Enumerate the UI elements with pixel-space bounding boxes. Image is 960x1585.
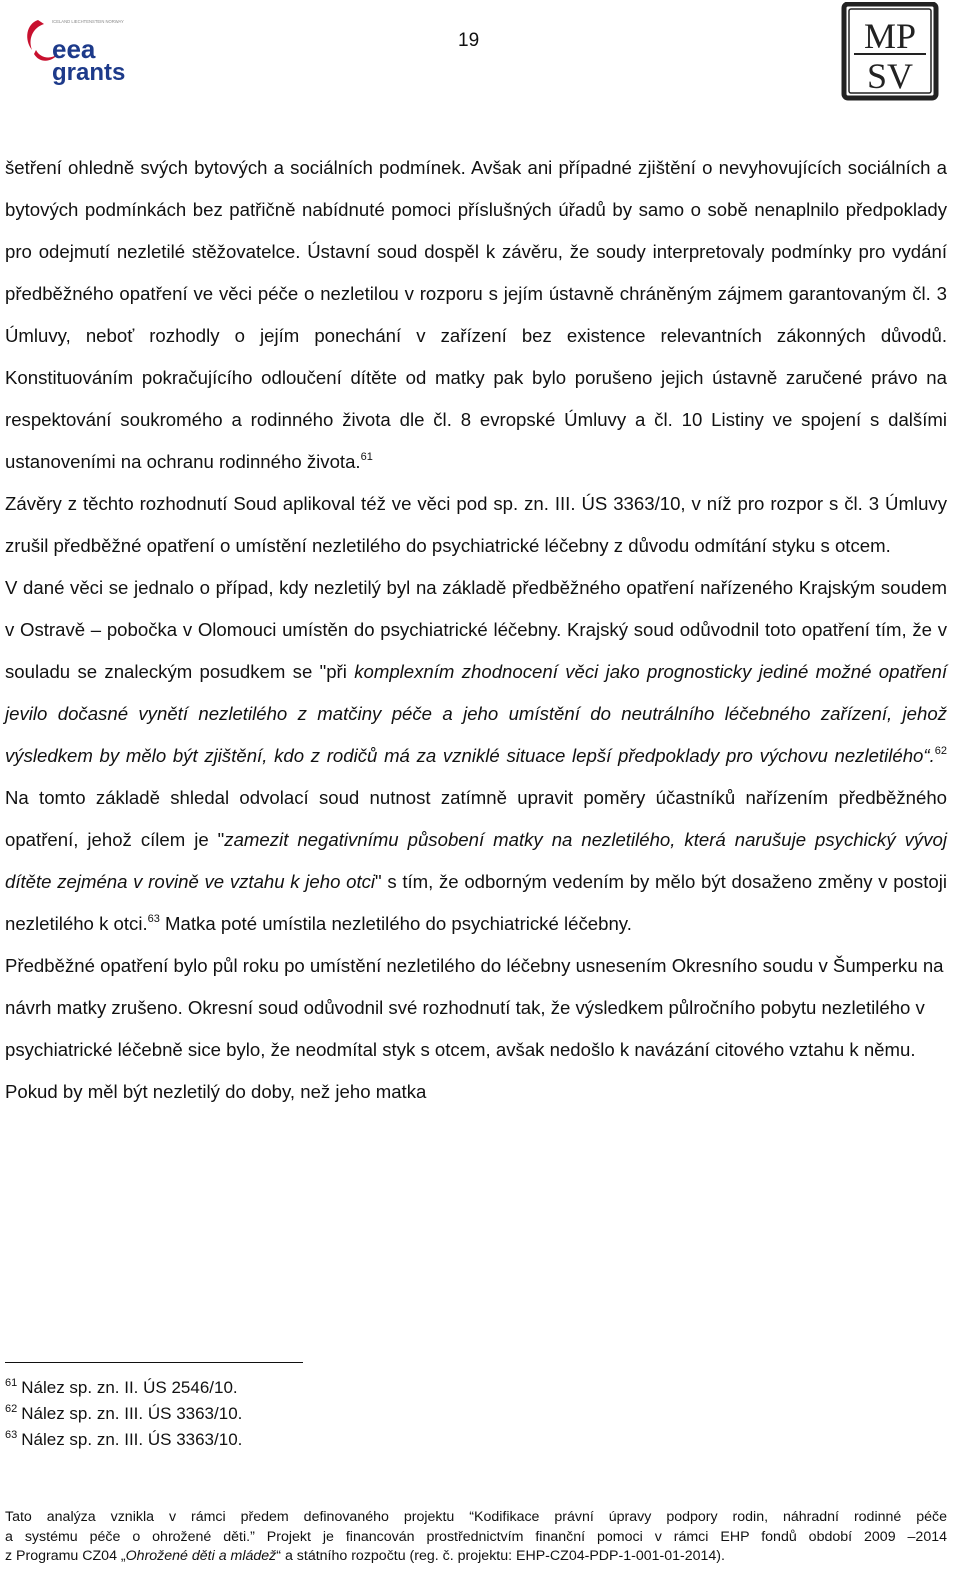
italic-quote: komplexním zhodnocení věci jako prognosticky jediné možné opatření jevilo dočasné vynětí nezletilého z matčiny péče a jeho umístění do neutrálního léčebného zařízení, jehož výsledkem by mělo být zjištění, kdo z rodičů má za vzniklé situace lepší předpoklady pro výchovu nezletilého“. bbox=[5, 661, 947, 766]
text-run: Závěry z těchto rozhodnutí Soud aplikoval též ve věci pod sp. zn. III. ÚS 3363/10, v níž pro rozpor s čl. 3 Úmluvy zrušil předběžné opatření o umístění nezletilého do psychiatrické léčebny z důvodu odmítání styku s otcem. bbox=[5, 493, 947, 556]
page-number: 19 bbox=[458, 30, 480, 51]
page-footer bbox=[5, 1508, 947, 1567]
paragraph bbox=[5, 483, 947, 567]
italic-quote: zamezit negativnímu působení matky na nezletilého, která narušuje psychický vývoj dítěte zejména v rovině ve vztahu k jeho otci bbox=[5, 829, 947, 892]
svg-text:grants: grants bbox=[52, 59, 126, 86]
footer-line-3-start: z Programu CZ04 „ bbox=[5, 1548, 126, 1564]
svg-text:SV: SV bbox=[866, 56, 914, 96]
footnote-61 bbox=[5, 1375, 242, 1401]
logo-small-text: ICELAND LIECHTENSTEIN NORWAY bbox=[52, 19, 124, 24]
mpsv-logo bbox=[840, 2, 940, 102]
footer-line-3 bbox=[5, 1547, 947, 1567]
footnote-number: 61 bbox=[5, 1377, 18, 1389]
footnote-text: Nález sp. zn. III. ÚS 3363/10. bbox=[21, 1404, 243, 1423]
paragraph bbox=[5, 945, 947, 1113]
footnote-number: 63 bbox=[5, 1429, 18, 1441]
paragraph bbox=[5, 567, 947, 945]
footer-line-2: a systému péče o ohrožené děti.” Projekt je financován prostřednictvím finanční pomoci v rámci EHP fondů období 2009 –2014 bbox=[5, 1528, 947, 1545]
footnote-ref: 62 bbox=[934, 745, 947, 757]
text-run: " s tím, že odborným vedením by mělo být dosaženo změny v postoji nezletilého k otci. bbox=[5, 871, 948, 934]
text-run: šetření ohledně svých bytových a sociálních podmínek. Avšak ani případné zjištění o nevyhovujících sociálních a bytových podmínkách bez patřičně nabídnuté pomoci příslušných úřadů by samo o sobě nenaplnilo předpoklady pro odejmutí nezletilé stěžovatelce. Ústavní soud dospěl k závěru, že soudy interpretovaly podmínky pro vydání předběžného opatření ve věci péče o nezletilou v rozporu s jejím ústavně chráněným zájmem garantovaným čl. 3 Úmluvy, neboť rozhodly o jejím ponechání v zařízení bez existence relevantních zákonných důvodů. Konstituováním pokračujícího odloučení dítěte od matky pak bylo porušeno jejich ústavně zaručené právo na respektování soukromého a rodinného života dle čl. 8 evropské Úmluvy a čl. 10 Listiny ve spojení s dalšími ustanoveními na ochranu rodinného života. bbox=[5, 157, 947, 472]
footnote-ref: 63 bbox=[147, 913, 160, 925]
svg-text:MP: MP bbox=[863, 16, 917, 56]
footnote-text: Nález sp. zn. III. ÚS 3363/10. bbox=[21, 1430, 243, 1449]
footnotes bbox=[5, 1375, 242, 1453]
footnote-separator bbox=[5, 1362, 303, 1363]
text-run: Předběžné opatření bylo půl roku po umístění nezletilého do léčebny usnesením Okresního soudu v Šumperku na návrh matky zrušeno. Okresní soud odůvodnil své rozhodnutí tak, že výsledkem půlročního pobytu nezletilého v psychiatrické léčebně sice bylo, že neodmítal styk s otcem, avšak nedošlo k navázání citového vztahu k němu. Pokud by měl být nezletilý do doby, než jeho matka bbox=[5, 955, 944, 1102]
footnote-number: 62 bbox=[5, 1403, 18, 1415]
footnote-ref: 61 bbox=[360, 451, 373, 463]
footer-line-3-end: “ a státního rozpočtu (reg. č. projektu: EHP-CZ04-PDP-1-001-01-2014). bbox=[276, 1548, 725, 1564]
svg-text:eea: eea bbox=[52, 34, 96, 64]
body-text bbox=[5, 147, 947, 1113]
text-run: V dané věci se jednalo o případ, kdy nezletilý byl na základě předběžného opatření nařízeného Krajským soudem v Ostravě – pobočka v Olomouci umístěn do psychiatrické léčebny. Krajský soud odůvodnil toto opatření tím, že v souladu se znaleckým posudkem se "při bbox=[5, 577, 947, 682]
footer-line-1: Tato analýza vznikla v rámci předem definovaného projektu “Kodifikace právní úpravy podpory rodin, náhradní rodinné péče bbox=[5, 1509, 947, 1525]
footnote-text: Nález sp. zn. II. ÚS 2546/10. bbox=[21, 1378, 238, 1397]
paragraph bbox=[5, 147, 947, 483]
text-run: Matka poté umístila nezletilého do psychiatrické léčebny. bbox=[159, 913, 632, 934]
footnote-63 bbox=[5, 1427, 242, 1453]
footer-program-name: Ohrožené děti a mládež bbox=[125, 1548, 277, 1564]
text-run: Na tomto základě shledal odvolací soud nutnost zatímně upravit poměry účastníků nařízením předběžného opatření, jehož cílem je " bbox=[5, 787, 947, 850]
footnote-62 bbox=[5, 1401, 242, 1427]
eea-grants-logo bbox=[22, 14, 142, 86]
